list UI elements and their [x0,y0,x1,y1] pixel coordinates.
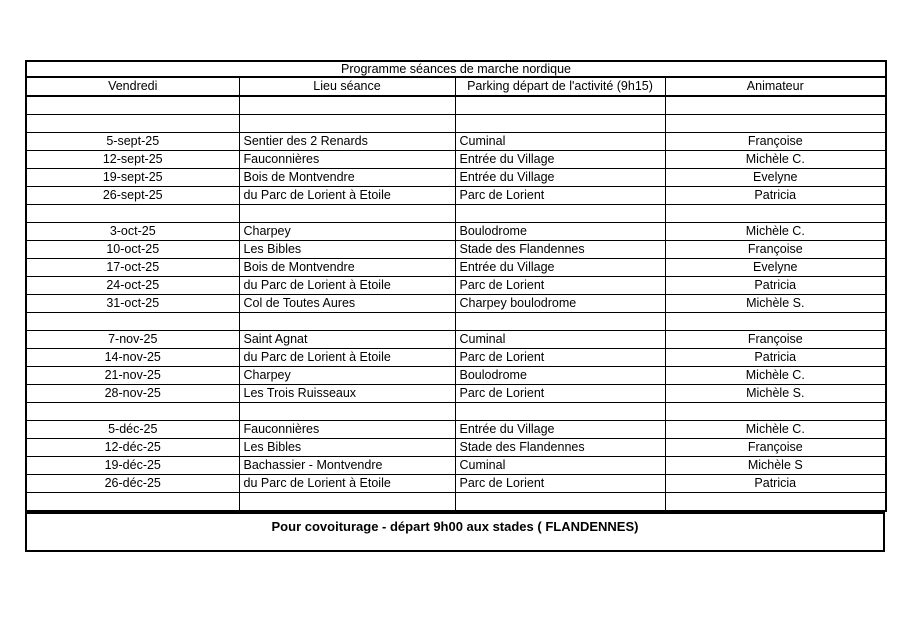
location-cell: Bois de Montvendre [239,169,455,187]
location-cell: Les Trois Ruisseaux [239,385,455,403]
parking-cell: Boulodrome [455,367,665,385]
session-row [26,475,886,493]
animator-cell: Patricia [665,277,886,295]
animator-cell: Patricia [665,475,886,493]
spacer-cell [26,313,239,331]
location-cell: Bois de Montvendre [239,259,455,277]
location-cell: Col de Toutes Aures [239,295,455,313]
column-header-animateur: Animateur [665,77,886,96]
animator-cell: Françoise [665,133,886,151]
animator-cell: Michèle S. [665,385,886,403]
location-cell: Fauconnières [239,421,455,439]
parking-cell: Cuminal [455,331,665,349]
table-title: Programme séances de marche nordique [26,61,886,77]
spacer-cell [239,313,455,331]
spacer-row [26,96,886,115]
spacer-row [26,313,886,331]
parking-cell: Parc de Lorient [455,475,665,493]
session-row [26,295,886,313]
date-cell: 12-déc-25 [26,439,239,457]
parking-cell: Parc de Lorient [455,349,665,367]
spacer-cell [455,115,665,133]
date-cell: 10-oct-25 [26,241,239,259]
parking-cell: Parc de Lorient [455,277,665,295]
date-cell: 14-nov-25 [26,349,239,367]
spacer-row [26,493,886,512]
date-cell: 26-déc-25 [26,475,239,493]
date-cell: 31-oct-25 [26,295,239,313]
session-row [26,457,886,475]
location-cell: du Parc de Lorient à Etoile [239,187,455,205]
column-header-parking: Parking départ de l'activité (9h15) [455,77,665,96]
animator-cell: Patricia [665,187,886,205]
spacer-cell [26,96,239,115]
parking-cell: Entrée du Village [455,151,665,169]
animator-cell: Evelyne [665,259,886,277]
parking-cell: Entrée du Village [455,421,665,439]
carpool-note: Pour covoiturage - départ 9h00 aux stades ( FLANDENNES) [25,512,885,552]
animator-cell: Michèle C. [665,223,886,241]
session-row [26,187,886,205]
animator-cell: Michèle S [665,457,886,475]
spacer-cell [26,403,239,421]
spacer-cell [26,493,239,512]
column-header-vendredi: Vendredi [26,77,239,96]
date-cell: 17-oct-25 [26,259,239,277]
parking-cell: Charpey boulodrome [455,295,665,313]
animator-cell: Patricia [665,349,886,367]
spacer-cell [665,205,886,223]
parking-cell: Stade des Flandennes [455,241,665,259]
column-header-lieu-seance: Lieu séance [239,77,455,96]
animator-cell: Françoise [665,241,886,259]
spacer-row [26,403,886,421]
parking-cell: Parc de Lorient [455,187,665,205]
title-row [26,61,886,77]
session-row [26,367,886,385]
location-cell: Charpey [239,367,455,385]
session-row [26,277,886,295]
animator-cell: Françoise [665,439,886,457]
session-row [26,169,886,187]
date-cell: 24-oct-25 [26,277,239,295]
date-cell: 19-déc-25 [26,457,239,475]
spacer-cell [239,96,455,115]
parking-cell: Entrée du Village [455,169,665,187]
spacer-cell [26,205,239,223]
location-cell: Les Bibles [239,241,455,259]
spacer-cell [239,403,455,421]
animator-cell: Michèle C. [665,367,886,385]
spacer-cell [665,115,886,133]
location-cell: Bachassier - Montvendre [239,457,455,475]
parking-cell: Boulodrome [455,223,665,241]
session-row [26,421,886,439]
parking-cell: Cuminal [455,457,665,475]
date-cell: 5-déc-25 [26,421,239,439]
date-cell: 3-oct-25 [26,223,239,241]
spacer-row [26,205,886,223]
location-cell: du Parc de Lorient à Etoile [239,475,455,493]
spacer-cell [455,205,665,223]
session-row [26,331,886,349]
session-row [26,349,886,367]
animator-cell: Françoise [665,331,886,349]
location-cell: Les Bibles [239,439,455,457]
spacer-row [26,115,886,133]
spacer-cell [239,493,455,512]
session-row [26,133,886,151]
date-cell: 7-nov-25 [26,331,239,349]
parking-cell: Stade des Flandennes [455,439,665,457]
location-cell: Sentier des 2 Renards [239,133,455,151]
session-row [26,385,886,403]
date-cell: 5-sept-25 [26,133,239,151]
spacer-cell [455,313,665,331]
session-row [26,241,886,259]
session-row [26,439,886,457]
session-row [26,259,886,277]
program-table [25,60,887,512]
animator-cell: Evelyne [665,169,886,187]
spacer-cell [239,205,455,223]
spacer-cell [455,96,665,115]
parking-cell: Cuminal [455,133,665,151]
spacer-cell [239,115,455,133]
animator-cell: Michèle C. [665,151,886,169]
session-row [26,151,886,169]
animator-cell: Michèle S. [665,295,886,313]
spacer-cell [665,96,886,115]
location-cell: Fauconnières [239,151,455,169]
spacer-cell [455,493,665,512]
date-cell: 26-sept-25 [26,187,239,205]
location-cell: Saint Agnat [239,331,455,349]
animator-cell: Michèle C. [665,421,886,439]
parking-cell: Parc de Lorient [455,385,665,403]
spacer-cell [665,403,886,421]
spacer-cell [665,313,886,331]
nordic-walking-program-document [25,60,885,552]
spacer-cell [455,403,665,421]
parking-cell: Entrée du Village [455,259,665,277]
date-cell: 12-sept-25 [26,151,239,169]
location-cell: Charpey [239,223,455,241]
session-row [26,223,886,241]
date-cell: 19-sept-25 [26,169,239,187]
location-cell: du Parc de Lorient à Etoile [239,349,455,367]
date-cell: 28-nov-25 [26,385,239,403]
header-row [26,77,886,96]
spacer-cell [26,115,239,133]
spacer-cell [665,493,886,512]
date-cell: 21-nov-25 [26,367,239,385]
location-cell: du Parc de Lorient à Etoile [239,277,455,295]
